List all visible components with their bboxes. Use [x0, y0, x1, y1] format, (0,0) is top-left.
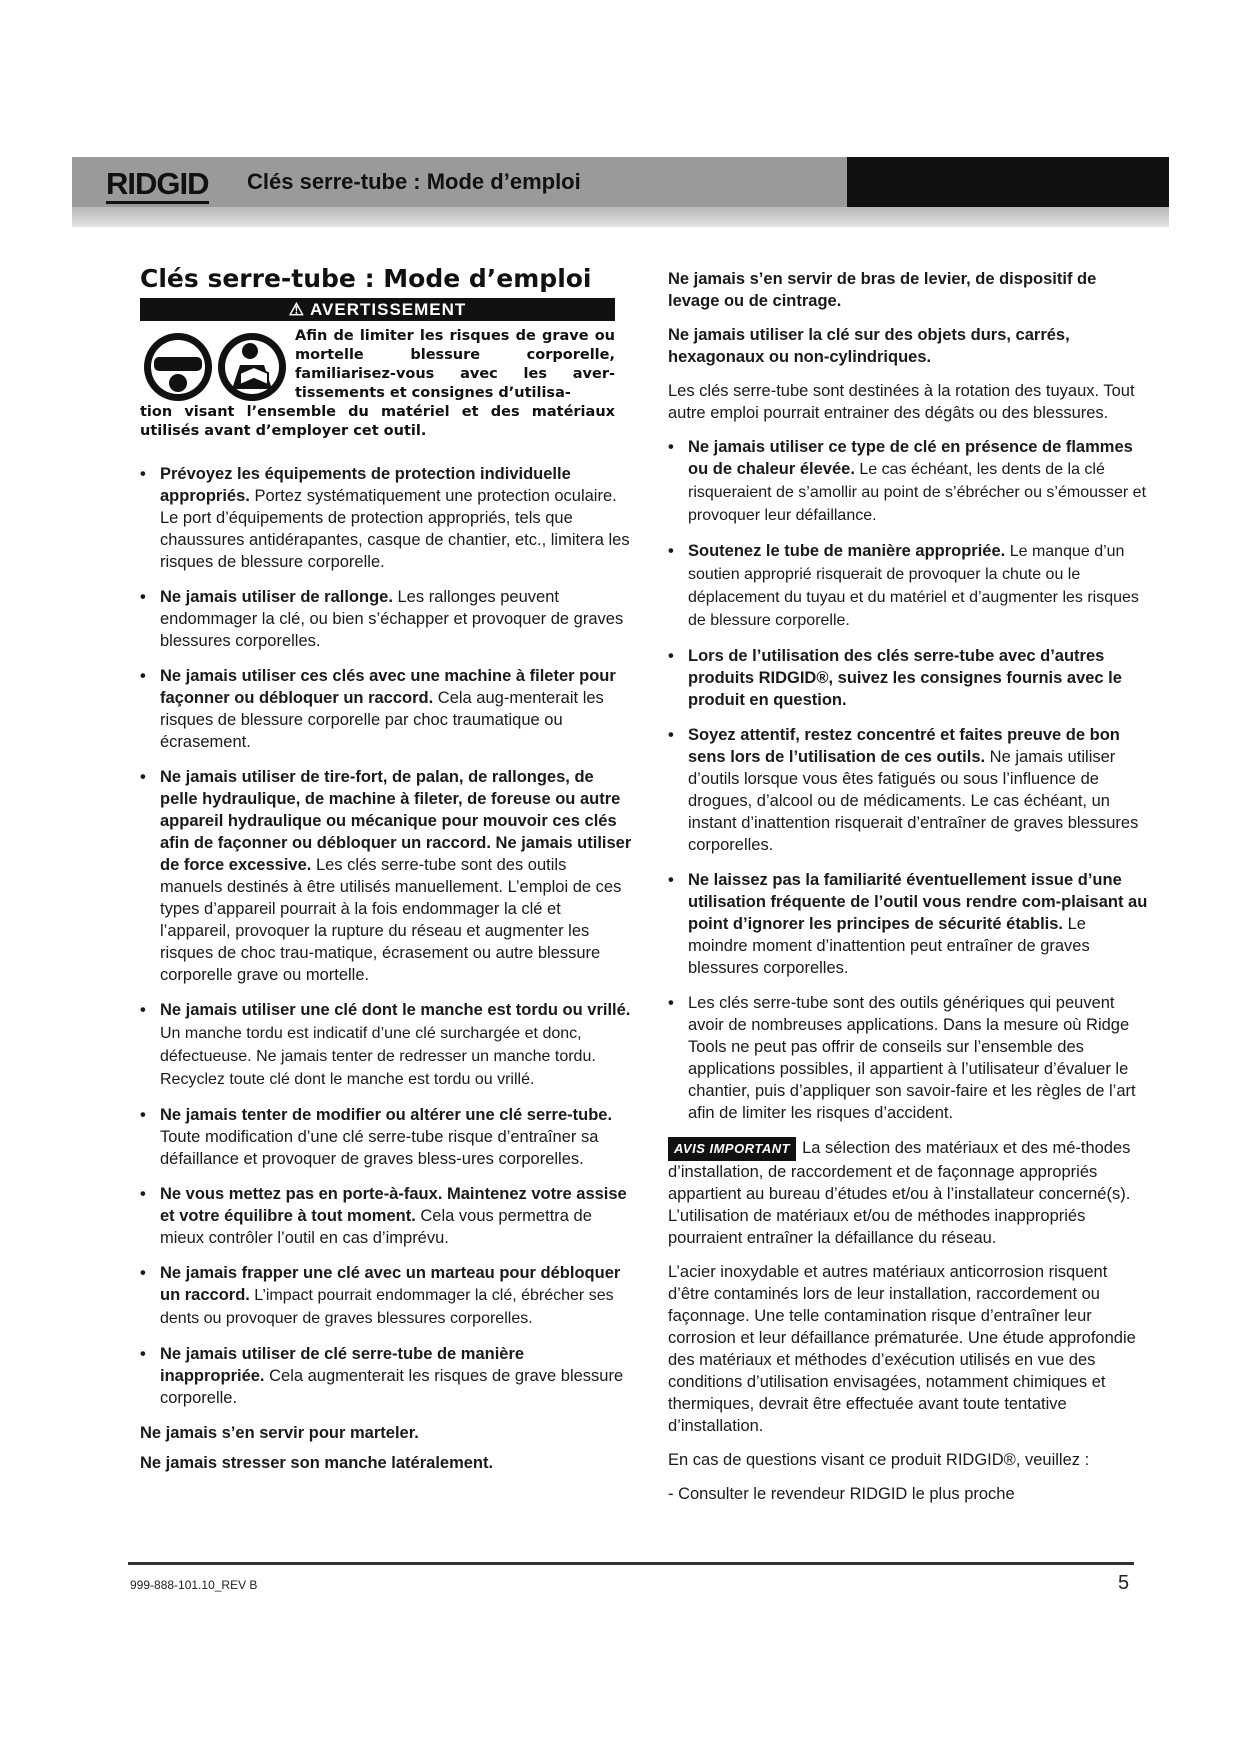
- warning-label: AVERTISSEMENT: [310, 300, 467, 319]
- list-item: • Ne jamais frapper une clé avec un marteau pour débloquer un raccord. L’impact pourrait endommager la clé, ébrécher ses dents ou provoquer de graves blessures corporelles.: [140, 1262, 632, 1330]
- page-header: [72, 157, 1169, 207]
- lead-warning-2: Ne jamais utiliser la clé sur des objets durs, carrés, hexagonaux ou non-cylindriques.: [668, 326, 1070, 366]
- notice-paragraph: AVIS IMPORTANT La sélection des matériaux et des mé-thodes d’installation, de raccordement et de façonnage appropriés appartient au bureau d’études et/ou à l’installateur concerné(s). L’utilisation de matériaux et/ou de méthodes inappropriés pourraient entraîner la défaillance du réseau.: [668, 1139, 1131, 1247]
- right-safety-list: [668, 436, 1148, 1124]
- list-item: • Ne jamais utiliser de rallonge. Les rallonges peuvent endommager la clé, ou bien s’échapper et provoquer de graves blessures corporelles.: [140, 586, 632, 652]
- list-item: • Ne jamais utiliser une clé dont le manche est tordu ou vrillé. Un manche tordu est indicatif d’une clé surchargée et donc, défectueuse. Ne jamais tenter de redresser un manche tordu. Recyclez toute clé dont le manche est tordu ou vrillé.: [140, 999, 632, 1091]
- list-item: • Ne jamais utiliser ces clés avec une machine à fileter pour façonner ou débloquer un raccord. Cela aug-menterait les risques de blessure corporelle par choc traumatique ou écrasement.: [140, 665, 632, 753]
- warning-bar: [140, 298, 615, 321]
- left-safety-list: [140, 463, 632, 1409]
- warning-text: Afin de limiter les risques de grave ou mortelle blessure corporelle, familiarisez-vous avec les aver-tissements et consignes d’utilisa- tion visant l’ensemble du matériel et des matériaux utilisés avant d’employer cet outil.: [140, 328, 615, 439]
- list-item: • Ne jamais utiliser de clé serre-tube de manière inappropriée. Cela augmenterait les risques de grave blessure corporelle.: [140, 1343, 632, 1409]
- paragraph-questions: En cas de questions visant ce produit RIDGID®, veuillez :: [668, 1451, 1090, 1469]
- warning-triangle-icon: ⚠: [288, 300, 305, 319]
- list-item: • Ne jamais utiliser de tire-fort, de palan, de rallonges, de pelle hydraulique, de machine à fileter, de foreuse ou autre appareil hydraulique ou mécanique pour mouvoir ces clés afin de façonner ou débloquer un raccord. Ne jamais utiliser de force excessive. Les clés serre-tube sont des outils manuels destinés à être utilisés manuellement. L’emploi de ces types d’appareil pourrait à la fois endommager la clé et l’appareil, provoquer la rupture du réseau et augmenter les risques de choc trau-matique, écrasement ou autre blessure corporelle grave ou mortelle.: [140, 766, 632, 986]
- read-manual-icon: [218, 333, 286, 401]
- list-item: • Soyez attentif, restez concentré et faites preuve de bon sens lors de l’utilisation de ces outils. Ne jamais utiliser d’outils lorsque vous êtes fatigués ou sous l’influence de drogues, d’alcool ou de médicaments. Le cas échéant, un instant d’inattention risquerait d’entraîner de graves blessures corporelles.: [668, 724, 1148, 856]
- footer-rule: [128, 1562, 1134, 1565]
- paragraph-dealer: - Consulter le revendeur RIDGID le plus proche: [668, 1485, 1015, 1503]
- list-item: • Lors de l’utilisation des clés serre-tube avec d’autres produits RIDGID®, suivez les consignes fournis avec le produit en question.: [668, 645, 1148, 711]
- list-item: • Ne laissez pas la familiarité éventuellement issue d’une utilisation fréquente de l’outil vous rendre com-plaisant au point d’ignorer les principes de sécurité établis. Le moindre moment d’inattention peut entraîner de graves blessures corporelles.: [668, 869, 1148, 979]
- notice-label: AVIS IMPORTANT: [668, 1137, 796, 1161]
- page-number: 5: [1118, 1572, 1130, 1594]
- warning-box: [140, 327, 615, 441]
- list-item: • Les clés serre-tube sont des outils génériques qui peuvent avoir de nombreuses applications. Dans la mesure où Ridge Tools ne peut pas offrir de conseils sur l’ensemble des applications possibles, il appartient à l’utilisateur d’évaluer le chantier, puis d’appliquer son savoir-faire et les règles de l’art afin de limiter les risques d’accident.: [668, 992, 1148, 1124]
- trailing-warning: Ne jamais s’en servir pour marteler.: [140, 1424, 419, 1442]
- header-black-block: [847, 157, 1169, 207]
- lead-text: Les clés serre-tube sont destinées à la rotation des tuyaux. Tout autre emploi pourrait entrainer des dégâts ou des blessures.: [668, 382, 1135, 422]
- section-title: Clés serre-tube : Mode d’emploi: [140, 264, 592, 293]
- list-item: • Prévoyez les équipements de protection individuelle appropriés. Portez systématiquement une protection oculaire. Le port d’équipements de protection appropriés, tels que chaussures antidérapantes, casque de chantier, etc., limitera les risques de blessure corporelle.: [140, 463, 632, 573]
- ridgid-logo: RIDGID: [106, 166, 209, 202]
- safety-icons: [140, 327, 290, 405]
- document-code: 999-888-101.10_REV B: [130, 1578, 258, 1592]
- left-column: [140, 264, 632, 1486]
- right-column: [668, 268, 1148, 1517]
- list-item: • Ne jamais tenter de modifier ou altérer une clé serre-tube. Toute modification d’une clé serre-tube risque d’entraîner sa défaillance et provoquer de graves bless-ures corporelles.: [140, 1104, 632, 1170]
- header-subband: [72, 207, 1169, 227]
- trailing-warning: Ne jamais stresser son manche latéralement.: [140, 1454, 494, 1472]
- list-item: • Ne vous mettez pas en porte-à-faux. Maintenez votre assise et votre équilibre à tout moment. Cela vous permettra de mieux contrôler l’outil en cas d’imprévu.: [140, 1183, 632, 1249]
- header-title: Clés serre-tube : Mode d’emploi: [247, 169, 581, 194]
- list-item: • Soutenez le tube de manière appropriée. Le manque d’un soutien approprié risquerait de provoquer la chute ou le déplacement du tuyau et du matériel et d’augmenter les risques de blessure corporelle.: [668, 540, 1148, 632]
- list-item: • Ne jamais utiliser ce type de clé en présence de flammes ou de chaleur élevée. Le cas échéant, les dents de la clé risqueraient de s’amollir au point de s’ébrécher ou s’émousser et provoquer leur défaillance.: [668, 436, 1148, 527]
- paragraph-stainless: L’acier inoxydable et autres matériaux anticorrosion risquent d’être contaminés lors de leur installation, raccordement ou façonnage. Une telle contamination risque d’entraîner leur corrosion et leur défaillance prématurée. Une étude approfondie des matériaux et méthodes d’exécution utilisés en vue des conditions d’utilisation envisagées, notamment chimiques et thermiques, devrait être effectuée avant toute tentative d’installation.: [668, 1263, 1136, 1435]
- lead-warning-1: Ne jamais s’en servir de bras de levier, de dispositif de levage ou de cintrage.: [668, 270, 1097, 310]
- safety-glasses-icon: [144, 333, 212, 401]
